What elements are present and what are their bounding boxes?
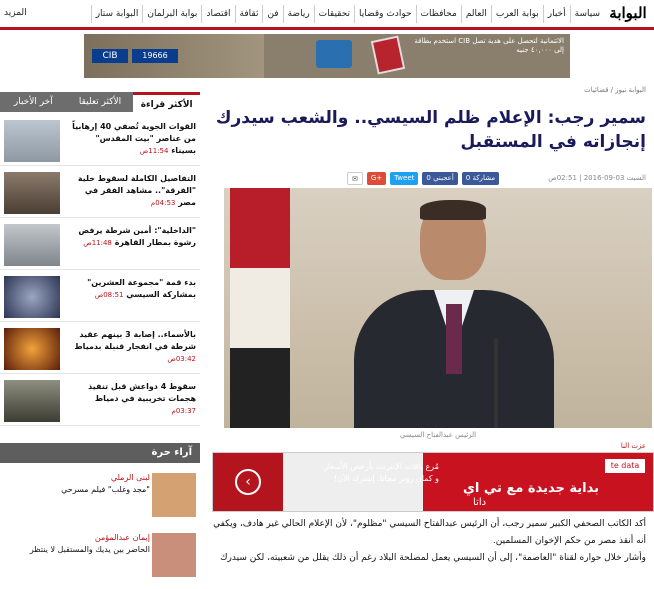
top-ad-banner[interactable] xyxy=(84,34,570,78)
news-item[interactable] xyxy=(0,270,200,322)
article-date: السبت 03-09-2016 | 02:51ص xyxy=(548,174,646,182)
opinion-author: لبنى الرملي xyxy=(110,473,150,482)
news-item[interactable] xyxy=(0,114,200,166)
site-logo[interactable]: البوابة xyxy=(606,2,650,24)
nav-more[interactable]: المزيد xyxy=(4,8,27,18)
paragraph: أكد الكاتب الصحفي الكبير سمير رجب، أن الرئيس عبدالفتاح السيسي "مظلوم"، لأن الإعلام الحالي غير هادف، ويكفي أنه أنقذ مصر من حكم الإخوان المسلمين. xyxy=(213,519,646,546)
card-image xyxy=(316,40,352,68)
nav-item[interactable]: رياضة xyxy=(283,5,314,23)
nav-item[interactable]: ثقافة xyxy=(235,5,263,23)
news-text: بدء قمة "مجموعة العشرين" بمشاركة السيسي 08:51ص xyxy=(87,278,196,299)
ad-sub: داتا xyxy=(473,497,487,508)
ad-line: مُرع باقات الإنترنت بأرخص الأسعار. و كمان روتر مجانا. إشترك الآن! xyxy=(321,462,439,483)
news-thumb xyxy=(4,380,60,422)
nav-item[interactable]: اقتصاد xyxy=(201,5,234,23)
nav-items xyxy=(91,4,604,24)
sidebar-tabs xyxy=(0,92,200,112)
news-item[interactable] xyxy=(0,218,200,270)
article-photo xyxy=(224,188,652,428)
news-thumb xyxy=(4,172,60,214)
news-item[interactable] xyxy=(0,166,200,218)
like-button[interactable]: أعجبني 0 xyxy=(422,172,457,185)
news-thumb xyxy=(4,276,60,318)
banner-text: استخدم بطاقة CIB الائتمانية لتحصل على هدية تصل إلى ٤٠,٠٠٠ جنيه xyxy=(414,37,564,54)
ad-label: عزت النا xyxy=(620,442,646,450)
news-text: "الداخلية": أمين شرطة يرفض رشوة بمطار القاهرة 11:48ص xyxy=(78,226,196,247)
opinion-item[interactable] xyxy=(0,527,200,579)
nav-item[interactable]: محافظات xyxy=(416,5,461,23)
article-title: سمير رجب: الإعلام ظلم السيسي.. والشعب سيدرك إنجازاته في المستقبل xyxy=(215,108,646,152)
news-text: سقوط 4 دواعش قبل تنفيذ هجمات تخريبية في دمياط 03:37م xyxy=(88,382,196,415)
avatar xyxy=(152,533,196,577)
chevron-left-icon[interactable]: ‹ xyxy=(235,469,261,495)
article-body xyxy=(206,516,646,567)
nav-item[interactable]: البوابة ستار xyxy=(91,5,143,23)
news-item[interactable] xyxy=(0,374,200,426)
ad-headline: بداية جديدة مع تي اي xyxy=(463,481,599,496)
cib-phone: 19666 xyxy=(132,49,178,63)
tedata-logo: te data xyxy=(605,459,645,473)
avatar xyxy=(152,473,196,517)
tab-most-commented[interactable]: الأكثر تعليقا xyxy=(67,92,134,112)
top-nav xyxy=(0,0,654,30)
nav-item[interactable]: سياسة xyxy=(570,5,604,23)
news-thumb xyxy=(4,120,60,162)
egypt-flag xyxy=(230,188,290,428)
paragraph: وأشار خلال حواره لقناة "العاصمة"، إلى أن السيسي يعمل لمصلحة البلاد رغم أن ذلك يقلل من شعبيته، لكن سيدرك xyxy=(220,553,646,563)
gplus-button[interactable]: G+ xyxy=(367,172,386,185)
share-button[interactable]: مشاركة 0 xyxy=(462,172,499,185)
person-figure xyxy=(354,200,554,428)
microphone xyxy=(494,338,498,428)
nav-item[interactable]: أخبار xyxy=(543,5,570,23)
sidebar-news-list xyxy=(0,114,200,426)
photo-caption: الرئيس عبدالفتاح السيسي xyxy=(399,431,477,439)
gift-image xyxy=(371,35,405,74)
nav-item[interactable]: العالم xyxy=(461,5,491,23)
tedata-ad[interactable] xyxy=(212,452,654,512)
nav-item[interactable]: فن xyxy=(262,5,282,23)
opinion-author: إيمان عبدالمؤمن xyxy=(94,533,150,542)
cib-logo: CIB xyxy=(92,49,128,63)
news-text: القوات الجوية تُصفي 40 إرهابياً من عناصر "بيت المقدس" بسيناء 11:54ص xyxy=(72,122,196,155)
news-thumb xyxy=(4,224,60,266)
news-text: التفاصيل الكاملة لسقوط خلية "الفرقة".. مشاهد الفقر في مصر 04:53م xyxy=(77,174,196,207)
news-item[interactable] xyxy=(0,322,200,374)
breadcrumb[interactable]: البوابة نيوز / قضائيات xyxy=(584,86,646,94)
nav-item[interactable]: بوابة البرلمان xyxy=(142,5,201,23)
share-bar xyxy=(347,172,499,185)
opinion-title: الحاضر بين يديك والمستقبل لا ينتظر xyxy=(29,545,150,554)
tab-most-read[interactable]: الأكثر قراءة xyxy=(133,92,200,112)
opinion-item[interactable] xyxy=(0,467,200,519)
opinion-title: "مجد وغلب" فيلم مسرحي xyxy=(61,485,150,494)
news-thumb xyxy=(4,328,60,370)
email-icon[interactable]: ✉ xyxy=(347,172,363,185)
tweet-button[interactable]: Tweet xyxy=(390,172,418,185)
opinions-title: آراء حرة xyxy=(0,443,200,463)
news-text: بالأسماء.. إصابة 3 بينهم عقيد شرطة في انفجار قنبلة بدمياط 03:42ص xyxy=(74,330,196,363)
tab-latest[interactable]: آخر الأخبار xyxy=(0,92,67,112)
nav-item[interactable]: حوادث وقضايا xyxy=(354,5,416,23)
nav-item[interactable]: تحقيقات xyxy=(314,5,354,23)
nav-item[interactable]: بوابة العرب xyxy=(491,5,543,23)
